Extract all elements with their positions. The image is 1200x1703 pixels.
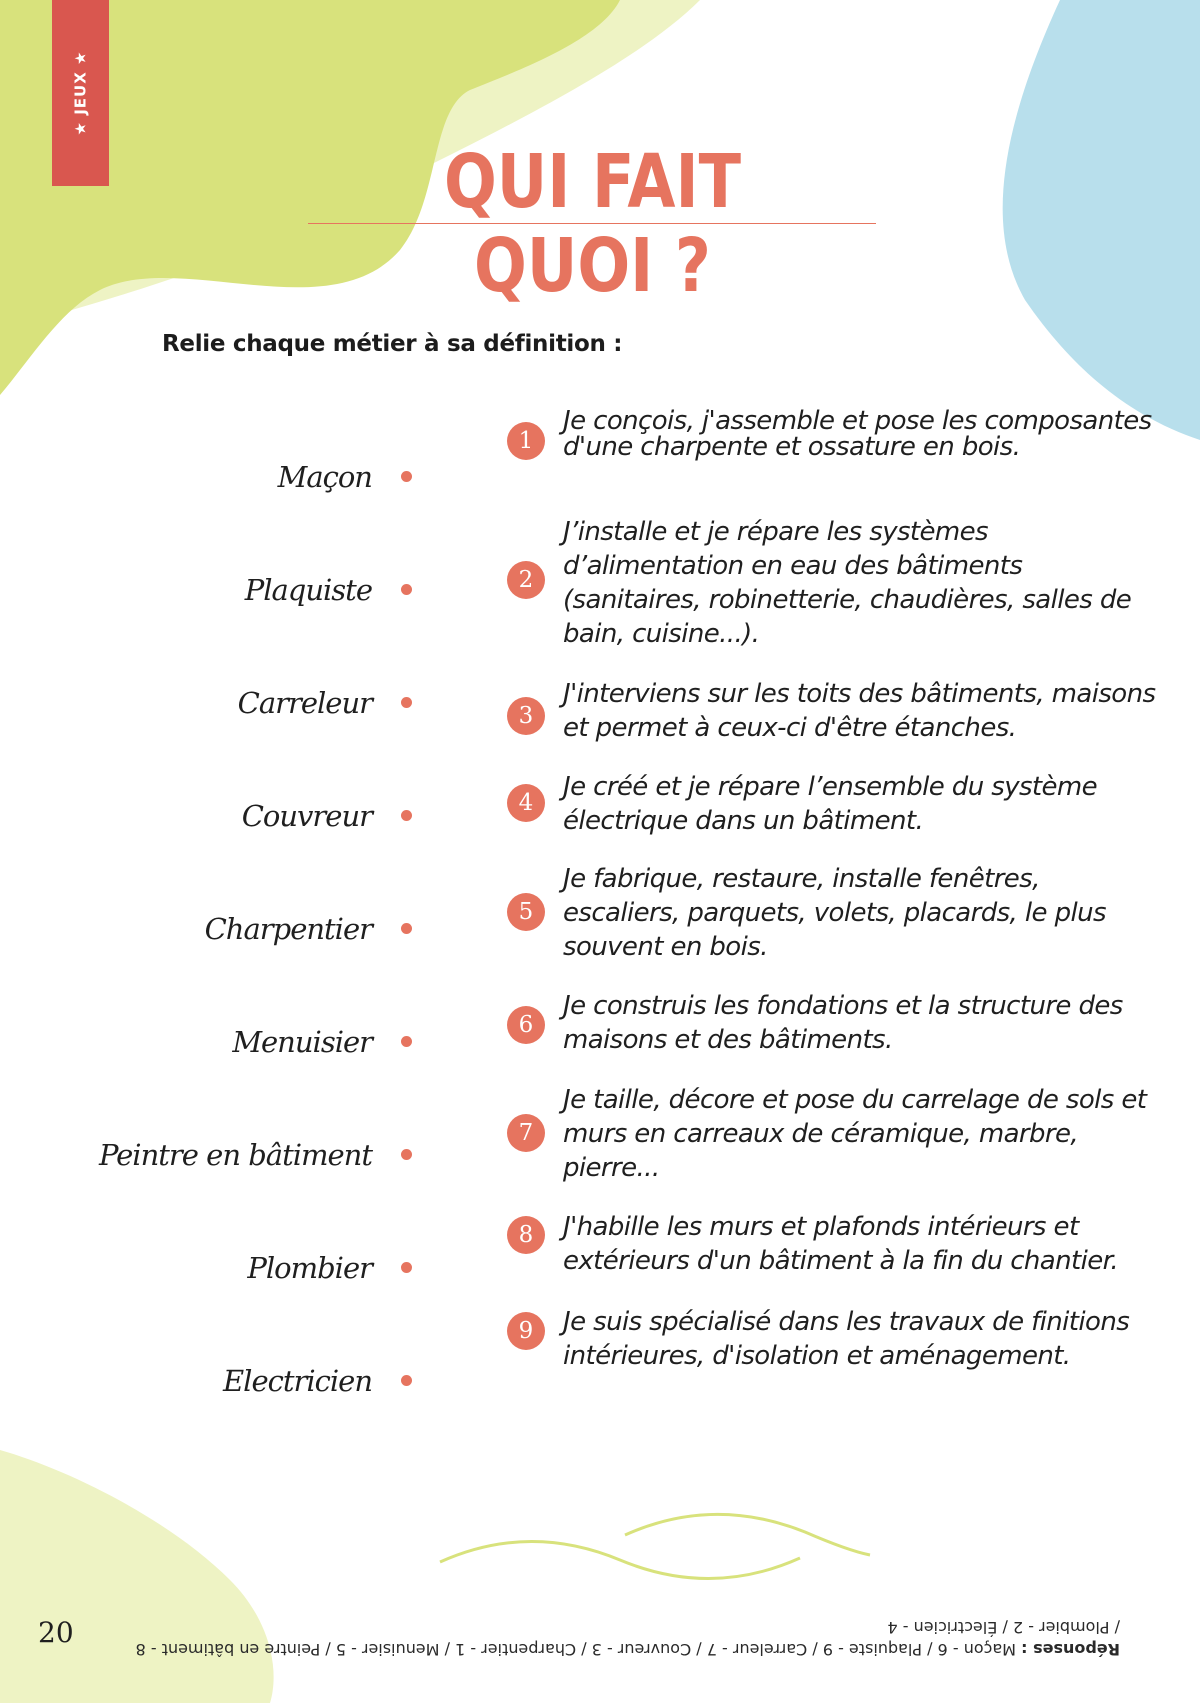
definition-number-badge[interactable]: 5	[507, 893, 545, 931]
job-dot[interactable]	[401, 1375, 412, 1386]
definition-text: Je conçois, j'assemble et pose les composantes d'une charpente et ossature en bois.	[563, 406, 1152, 462]
title-underline	[308, 223, 876, 224]
job-label: Charpentier	[204, 912, 372, 946]
job-label: Peintre en bâtiment	[98, 1138, 372, 1172]
definition-number-badge[interactable]: 1	[507, 422, 545, 460]
definition-text: J'habille les murs et plafonds intérieurs et extérieurs d'un bâtiment à la fin du chantier.	[563, 1212, 1119, 1276]
job-dot[interactable]	[401, 810, 412, 821]
definition-text: Je créé et je répare l’ensemble du système électrique dans un bâtiment.	[563, 772, 1098, 836]
job-dot[interactable]	[401, 1262, 412, 1273]
job-label: Menuisier	[232, 1025, 372, 1059]
job-dot[interactable]	[401, 471, 412, 482]
definition-text: J'interviens sur les toits des bâtiments, maisons et permet à ceux-ci d'être étanches.	[563, 679, 1156, 743]
job-dot[interactable]	[401, 697, 412, 708]
wavy-line	[440, 1541, 800, 1578]
job-label: Couvreur	[241, 799, 372, 833]
definition-text: J’installe et je répare les systèmes d’alimentation en eau des bâtiments (sanitaires, robinetterie, chaudières, salles de bain, cuisine...).	[563, 517, 1132, 649]
job-dot[interactable]	[401, 1149, 412, 1160]
answers-label: Réponses :	[1021, 1640, 1120, 1659]
instruction-text: Relie chaque métier à sa définition :	[162, 331, 623, 357]
job-label: Maçon	[277, 460, 372, 494]
page-title: QUI FAIT QUOI ?	[443, 139, 742, 309]
definition-number-badge[interactable]: 6	[507, 1006, 545, 1044]
definition-text: Je taille, décore et pose du carrelage de sols et murs en carreaux de céramique, marbre, pierre...	[563, 1085, 1147, 1183]
top-right-blue-blob	[1003, 0, 1200, 440]
job-dot[interactable]	[401, 1036, 412, 1047]
page-number: 20	[38, 1616, 74, 1649]
job-label: Electricien	[223, 1364, 372, 1398]
wavy-line	[625, 1514, 870, 1555]
definition-number-badge[interactable]: 9	[507, 1312, 545, 1350]
answers-upside-down	[130, 1616, 1120, 1660]
section-tag-label: ★ JEUX ★	[71, 50, 90, 136]
definition-text: Je construis les fondations et la structure des maisons et des bâtiments.	[563, 991, 1123, 1055]
answers-text: Maçon - 6 / Plaquiste - 9 / Carreleur - 7 / Couvreur - 3 / Charpentier - 1 / Menuisier - 5 / Peintre en bâtiment - 8 / Plombier - 2 / Électricien - 4	[135, 1618, 1120, 1659]
job-label: Plombier	[247, 1251, 372, 1285]
job-dot[interactable]	[401, 584, 412, 595]
definition-number-badge[interactable]: 4	[507, 784, 545, 822]
job-label: Plaquiste	[244, 573, 372, 607]
definition-text: Je fabrique, restaure, installe fenêtres, escaliers, parquets, volets, placards, le plus souvent en bois.	[563, 864, 1106, 962]
definition-number-badge[interactable]: 2	[507, 561, 545, 599]
job-label: Carreleur	[237, 686, 372, 720]
section-tag	[52, 0, 109, 186]
bottom-left-light-green-blob	[0, 1450, 274, 1703]
definition-text: Je suis spécialisé dans les travaux de finitions intérieures, d'isolation et aménagement.	[563, 1307, 1130, 1371]
definition-number-badge[interactable]: 8	[507, 1216, 545, 1254]
definition-number-badge[interactable]: 7	[507, 1114, 545, 1152]
job-dot[interactable]	[401, 923, 412, 934]
definition-number-badge[interactable]: 3	[507, 697, 545, 735]
